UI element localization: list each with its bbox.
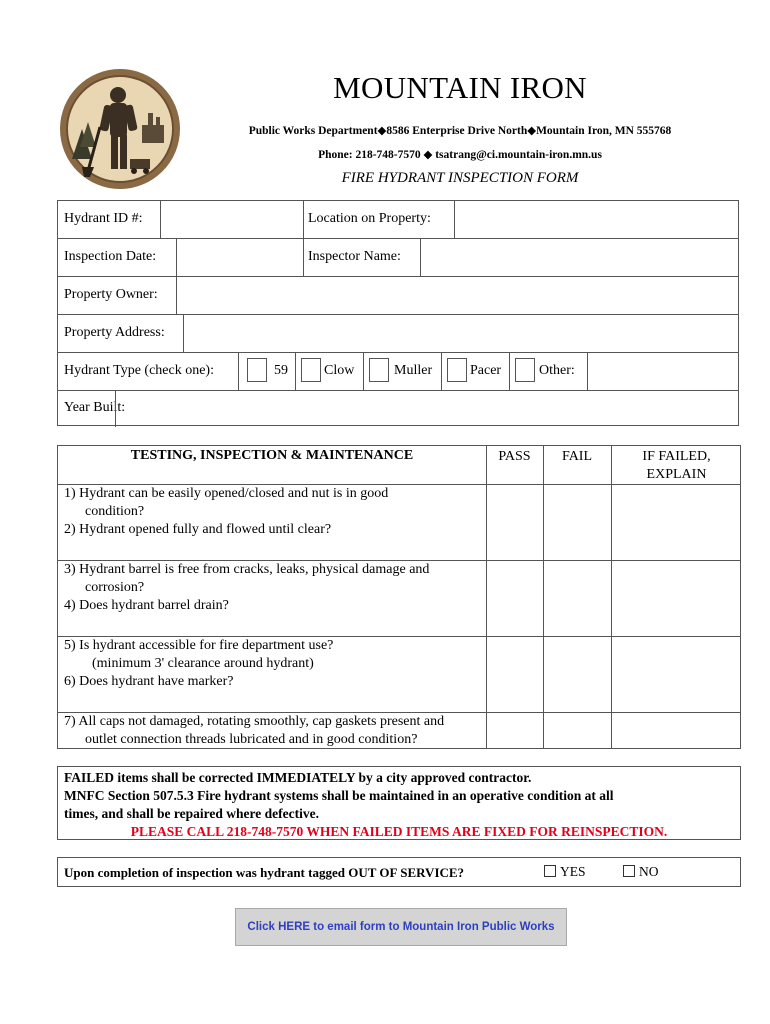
header-fail: FAIL: [561, 449, 593, 464]
hydrant-type-other-field[interactable]: [587, 353, 738, 390]
location-label: Location on Property:: [308, 211, 431, 226]
hydrant-id-label: Hydrant ID #:: [64, 211, 143, 226]
explain-cell-4[interactable]: [612, 713, 740, 748]
inspector-name-field[interactable]: [420, 239, 738, 276]
out-of-service-row: [57, 857, 741, 887]
failed-items-notice: [57, 766, 741, 840]
info-row-6: [58, 391, 738, 427]
property-owner-field[interactable]: [176, 277, 738, 314]
table-row: 5) Is hydrant accessible for fire department use? (minimum 3' clearance around hydrant) 6) Does hydrant have marker?: [64, 638, 334, 689]
inspection-date-field[interactable]: [176, 239, 303, 276]
explain-cell-3[interactable]: [612, 637, 740, 712]
table-row: 1) Hydrant can be easily opened/closed and nut is in good condition? 2) Hydrant opened fully and flowed until clear?: [64, 486, 389, 537]
property-owner-label: Property Owner:: [64, 287, 158, 302]
pass-cell-2[interactable]: [487, 561, 542, 636]
hydrant-id-field[interactable]: [160, 201, 303, 238]
explain-cell-2[interactable]: [612, 561, 740, 636]
hydrant-type-59-checkbox[interactable]: [247, 358, 267, 382]
inspector-name-label: Inspector Name:: [308, 249, 401, 264]
header-explain-1: IF FAILED,: [642, 449, 711, 464]
fail-cell-4[interactable]: [544, 713, 610, 748]
page-title: MOUNTAIN IRON: [333, 70, 587, 105]
address-line: Public Works Department◆8586 Enterprise Drive North◆Mountain Iron, MN 555768: [248, 125, 672, 137]
yes-option[interactable]: [544, 864, 586, 880]
hydrant-type-pacer-checkbox[interactable]: [447, 358, 467, 382]
pass-cell-1[interactable]: [487, 485, 542, 560]
no-checkbox[interactable]: [623, 865, 635, 877]
hydrant-type-59-label: 59: [274, 363, 288, 378]
email-form-button[interactable]: Click HERE to email form to Mountain Iron Public Works: [235, 908, 567, 946]
hydrant-type-muller-label: Muller: [394, 363, 433, 378]
fail-cell-1[interactable]: [544, 485, 610, 560]
header-pass: PASS: [498, 449, 531, 464]
pass-cell-4[interactable]: [487, 713, 542, 748]
fail-cell-2[interactable]: [544, 561, 610, 636]
year-built-field[interactable]: [115, 391, 738, 427]
form-title: FIRE HYDRANT INSPECTION FORM: [341, 170, 579, 186]
contact-line: Phone: 218-748-7570 ◆ tsatrang@ci.mountain-iron.mn.us: [318, 149, 602, 161]
header-testing: TESTING, INSPECTION & MAINTENANCE: [130, 448, 414, 463]
hydrant-type-clow-checkbox[interactable]: [301, 358, 321, 382]
property-address-label: Property Address:: [64, 325, 165, 340]
info-row-5: [58, 353, 738, 391]
yes-checkbox[interactable]: [544, 865, 556, 877]
notice-line-3: times, and shall be repaired where defective.: [64, 806, 319, 821]
year-built-label: Year Built:: [64, 400, 126, 415]
miner-seal-icon: [58, 67, 182, 191]
hydrant-type-other-label: Other:: [539, 363, 575, 378]
notice-line-2: MNFC Section 507.5.3 Fire hydrant systems shall be maintained in an operative condition at all: [64, 788, 614, 803]
table-row: 7) All caps not damaged, rotating smoothly, cap gaskets present and outlet connection threads lubricated and in good condition?: [64, 714, 445, 747]
info-row-3: [58, 277, 738, 315]
explain-cell-1[interactable]: [612, 485, 740, 560]
hydrant-type-muller-checkbox[interactable]: [369, 358, 389, 382]
pass-cell-3[interactable]: [487, 637, 542, 712]
fail-cell-3[interactable]: [544, 637, 610, 712]
reinspection-notice: PLEASE CALL 218-748-7570 WHEN FAILED ITEMS ARE FIXED FOR REINSPECTION.: [130, 824, 668, 839]
info-row-4: [58, 315, 738, 353]
header-explain-2: EXPLAIN: [646, 467, 707, 482]
no-label: NO: [639, 864, 659, 879]
property-address-field[interactable]: [183, 315, 738, 352]
notice-line-1: FAILED items shall be corrected IMMEDIATELY by a city approved contractor.: [64, 770, 532, 785]
yes-label: YES: [560, 864, 586, 879]
hydrant-info-box: [57, 200, 739, 426]
info-row-2: [58, 239, 738, 277]
location-field[interactable]: [454, 201, 738, 238]
table-row: 3) Hydrant barrel is free from cracks, leaks, physical damage and corrosion? 4) Does hydrant barrel drain?: [64, 562, 430, 613]
inspection-date-label: Inspection Date:: [64, 249, 157, 264]
info-row-1: [58, 201, 738, 239]
out-of-service-question: Upon completion of inspection was hydrant tagged OUT OF SERVICE?: [64, 865, 465, 880]
hydrant-type-other-checkbox[interactable]: [515, 358, 535, 382]
hydrant-type-pacer-label: Pacer: [470, 363, 502, 378]
no-option[interactable]: [623, 864, 659, 880]
hydrant-type-label: Hydrant Type (check one):: [64, 363, 214, 378]
inspection-table: [57, 445, 741, 749]
hydrant-type-clow-label: Clow: [324, 363, 355, 378]
